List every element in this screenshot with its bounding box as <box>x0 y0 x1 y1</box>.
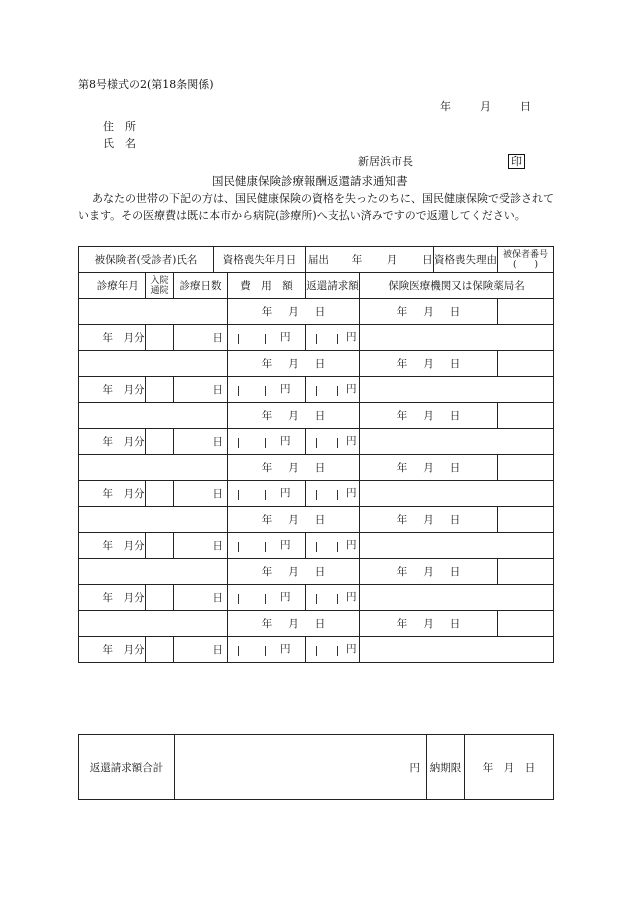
treatment-month-text: 年 月分 <box>102 383 145 396</box>
notification-date-year: 年 <box>396 565 408 578</box>
notification-date-cell <box>360 559 498 585</box>
loss-date-month: 月 <box>288 305 299 318</box>
notification-date-year: 年 <box>396 357 408 370</box>
entry-row-a <box>79 611 554 637</box>
notification-date-cell <box>360 455 498 481</box>
due-date-value: 年 月 日 <box>465 735 554 800</box>
treatment-month-cell <box>91 533 146 559</box>
refund-yen-unit: 円 <box>346 539 357 551</box>
treatment-month-cell <box>91 585 146 611</box>
loss-date-month: 月 <box>288 617 299 630</box>
treatment-days-cell <box>174 585 228 611</box>
days-unit: 日 <box>212 487 224 500</box>
loss-date-year: 年 <box>261 409 273 422</box>
refund-yen-unit: 円 <box>346 643 357 655</box>
treatment-days-cell <box>174 429 228 455</box>
notification-date-month: 月 <box>423 461 434 474</box>
loss-date-cell <box>228 351 360 377</box>
refund-amount-cell <box>306 533 360 559</box>
loss-date-cell <box>228 455 360 481</box>
notification-date-year: 年 <box>396 305 408 318</box>
header-medical-cost: 費 用 額 <box>228 273 306 299</box>
days-unit: 日 <box>212 383 224 396</box>
document-title: 国民健康保険診療報酬返還請求通知書 <box>212 174 408 188</box>
issue-date-year: 年 <box>440 100 451 113</box>
treatment-days-cell <box>174 325 228 351</box>
header-insured-name: 被保険者(受診者)氏名 <box>79 247 214 273</box>
days-unit: 日 <box>212 435 224 448</box>
treatment-month-cell <box>91 377 146 403</box>
treatment-month-cell <box>91 325 146 351</box>
loss-date-year: 年 <box>261 565 273 578</box>
notification-date-day: 日 <box>449 513 461 526</box>
in-out-cell <box>146 429 174 455</box>
loss-date-cell <box>228 611 360 637</box>
loss-date-cell <box>228 507 360 533</box>
loss-date-cell <box>228 559 360 585</box>
medical-institution-cell <box>360 377 554 403</box>
treatment-month-cell <box>91 481 146 507</box>
notification-date-cell <box>360 351 498 377</box>
notification-date-day: 日 <box>449 357 461 370</box>
issue-date-month: 月 <box>480 100 491 113</box>
cost-yen-unit: 円 <box>280 383 291 395</box>
header-treatment-month: 診療年月 <box>91 273 146 299</box>
treatment-month-text: 年 月分 <box>102 591 145 604</box>
seal-mark: 印 <box>508 154 525 169</box>
loss-date-month: 月 <box>288 461 299 474</box>
insured-name-cell <box>79 299 228 325</box>
header-loss-reason: 資格喪失理由 <box>434 247 498 273</box>
treatment-month-cell <box>91 637 146 663</box>
inpatient-label: 入院 <box>150 275 169 286</box>
entry-row-b <box>79 377 554 403</box>
header-inpatient-outpatient <box>146 273 174 299</box>
loss-date-day: 日 <box>314 305 326 318</box>
loss-date-year: 年 <box>261 513 273 526</box>
notification-date-cell <box>360 611 498 637</box>
medical-cost-cell <box>228 533 306 559</box>
insured-name-cell <box>79 507 228 533</box>
notification-date-day: 日 <box>449 305 461 318</box>
insured-name-cell <box>79 559 228 585</box>
outpatient-label: 通院 <box>150 285 169 296</box>
entry-row-a <box>79 351 554 377</box>
in-out-cell <box>146 377 174 403</box>
in-out-cell <box>146 481 174 507</box>
medical-cost-cell <box>228 637 306 663</box>
notification-date-month: 月 <box>423 305 434 318</box>
refund-amount-cell <box>306 585 360 611</box>
notification-date-month: 月 <box>423 357 434 370</box>
body-text: あなたの世帯の下記の方は、国民健康保険の資格を失ったのちに、国民健康保険で受診されています。その医療費は既に本市から病院(診療所)へ支払い済みですので返還してください。 <box>78 192 554 222</box>
notification-date-day: 日 <box>449 409 461 422</box>
total-amount-field <box>175 735 427 800</box>
treatment-month-text: 年 月分 <box>102 487 145 500</box>
header-refund-amount: 返還請求額 <box>306 273 360 299</box>
refund-yen-unit: 円 <box>346 487 357 499</box>
refund-yen-unit: 円 <box>346 591 357 603</box>
treatment-days-cell <box>174 533 228 559</box>
entry-row-a <box>79 299 554 325</box>
loss-date-day: 日 <box>314 461 326 474</box>
in-out-cell <box>146 585 174 611</box>
treatment-month-text: 年 月分 <box>102 643 145 656</box>
in-out-cell <box>146 533 174 559</box>
medical-cost-cell <box>228 377 306 403</box>
notification-date-year: 年 <box>396 513 408 526</box>
form-number: 第8号様式の2(第18条関係) <box>78 78 214 91</box>
in-out-cell <box>146 637 174 663</box>
notification-label: 届出 <box>308 253 330 266</box>
medical-cost-cell <box>228 481 306 507</box>
days-unit: 日 <box>212 591 224 604</box>
treatment-days-cell <box>174 481 228 507</box>
medical-institution-cell <box>360 637 554 663</box>
cost-yen-unit: 円 <box>280 331 291 343</box>
refund-amount-cell <box>306 429 360 455</box>
medical-institution-cell <box>360 481 554 507</box>
loss-date-year: 年 <box>261 461 273 474</box>
refund-yen-unit: 円 <box>346 383 357 395</box>
notification-date-month: 月 <box>423 513 434 526</box>
insured-number-cell <box>498 351 554 377</box>
notification-date-cell <box>360 299 498 325</box>
insured-name-cell <box>79 351 228 377</box>
claim-table <box>78 246 554 663</box>
cost-yen-unit: 円 <box>280 435 291 447</box>
loss-date-day: 日 <box>314 617 326 630</box>
due-date-label: 納期限 <box>427 735 465 800</box>
header-loss-date: 資格喪失年月日 <box>214 247 306 273</box>
entry-row-a <box>79 455 554 481</box>
treatment-month-cell <box>91 429 146 455</box>
entry-row-a <box>79 559 554 585</box>
cost-yen-unit: 円 <box>280 487 291 499</box>
refund-amount-cell <box>306 325 360 351</box>
header-notification-date <box>306 247 434 273</box>
insured-number-cell <box>498 455 554 481</box>
entry-row-b <box>79 637 554 663</box>
notification-date-day: 日 <box>449 461 461 474</box>
insured-name-cell <box>79 611 228 637</box>
issue-date <box>440 100 531 114</box>
insured-number-paren: ( ) <box>513 259 539 270</box>
medical-cost-cell <box>228 585 306 611</box>
cost-yen-unit: 円 <box>280 591 291 603</box>
notification-day: 日 <box>422 253 433 266</box>
address-label: 住 所 <box>103 120 136 133</box>
treatment-month-text: 年 月分 <box>102 435 145 448</box>
notification-date-year: 年 <box>396 617 408 630</box>
entry-row-a <box>79 507 554 533</box>
header-treatment-days: 診療日数 <box>174 273 228 299</box>
insured-number-cell <box>498 611 554 637</box>
notification-date-year: 年 <box>396 461 408 474</box>
treatment-days-cell <box>174 377 228 403</box>
loss-date-month: 月 <box>288 357 299 370</box>
treatment-days-cell <box>174 637 228 663</box>
insured-name-cell <box>79 455 228 481</box>
entry-row-b <box>79 481 554 507</box>
entry-row-b <box>79 325 554 351</box>
loss-date-day: 日 <box>314 409 326 422</box>
entry-row-b <box>79 533 554 559</box>
loss-date-year: 年 <box>261 357 273 370</box>
insured-number-cell <box>498 559 554 585</box>
issuer-name: 新居浜市長 <box>358 155 413 168</box>
insured-name-cell <box>79 403 228 429</box>
insured-number-cell <box>498 299 554 325</box>
days-unit: 日 <box>212 539 224 552</box>
notification-year: 年 <box>351 253 363 266</box>
notification-date-day: 日 <box>449 617 461 630</box>
loss-date-day: 日 <box>314 357 326 370</box>
refund-amount-cell <box>306 481 360 507</box>
days-unit: 日 <box>212 643 224 656</box>
loss-date-cell <box>228 299 360 325</box>
loss-date-day: 日 <box>314 565 326 578</box>
notification-date-year: 年 <box>396 409 408 422</box>
notification-month: 月 <box>386 253 398 266</box>
notification-date-cell <box>360 507 498 533</box>
loss-date-month: 月 <box>288 409 299 422</box>
insured-number-cell <box>498 507 554 533</box>
notification-date-month: 月 <box>423 617 434 630</box>
in-out-cell <box>146 325 174 351</box>
notification-date-month: 月 <box>423 565 434 578</box>
loss-date-cell <box>228 403 360 429</box>
treatment-month-text: 年 月分 <box>102 539 145 552</box>
medical-institution-cell <box>360 325 554 351</box>
cost-yen-unit: 円 <box>280 643 291 655</box>
cost-yen-unit: 円 <box>280 539 291 551</box>
total-label: 返還請求額合計 <box>79 735 175 800</box>
total-yen-unit: 円 <box>409 761 420 774</box>
notification-date-day: 日 <box>449 565 461 578</box>
entry-row-b <box>79 585 554 611</box>
refund-yen-unit: 円 <box>346 331 357 343</box>
total-table <box>78 734 554 800</box>
entry-row-b <box>79 429 554 455</box>
loss-date-year: 年 <box>261 617 273 630</box>
loss-date-day: 日 <box>314 513 326 526</box>
entry-row-a <box>79 403 554 429</box>
loss-date-month: 月 <box>288 513 299 526</box>
medical-cost-cell <box>228 325 306 351</box>
header-medical-institution: 保険医療機関又は保険薬局名 <box>360 273 554 299</box>
medical-institution-cell <box>360 585 554 611</box>
insured-number-label: 被保者番号 <box>503 249 549 260</box>
name-label: 氏 名 <box>103 137 136 150</box>
notification-date-cell <box>360 403 498 429</box>
days-unit: 日 <box>212 331 224 344</box>
medical-institution-cell <box>360 533 554 559</box>
notification-date-month: 月 <box>423 409 434 422</box>
loss-date-month: 月 <box>288 565 299 578</box>
refund-amount-cell <box>306 377 360 403</box>
insured-number-cell <box>498 403 554 429</box>
header-insured-number <box>498 247 554 273</box>
loss-date-year: 年 <box>261 305 273 318</box>
medical-institution-cell <box>360 429 554 455</box>
refund-amount-cell <box>306 637 360 663</box>
issue-date-day: 日 <box>520 100 531 113</box>
treatment-month-text: 年 月分 <box>102 331 145 344</box>
medical-cost-cell <box>228 429 306 455</box>
refund-yen-unit: 円 <box>346 435 357 447</box>
